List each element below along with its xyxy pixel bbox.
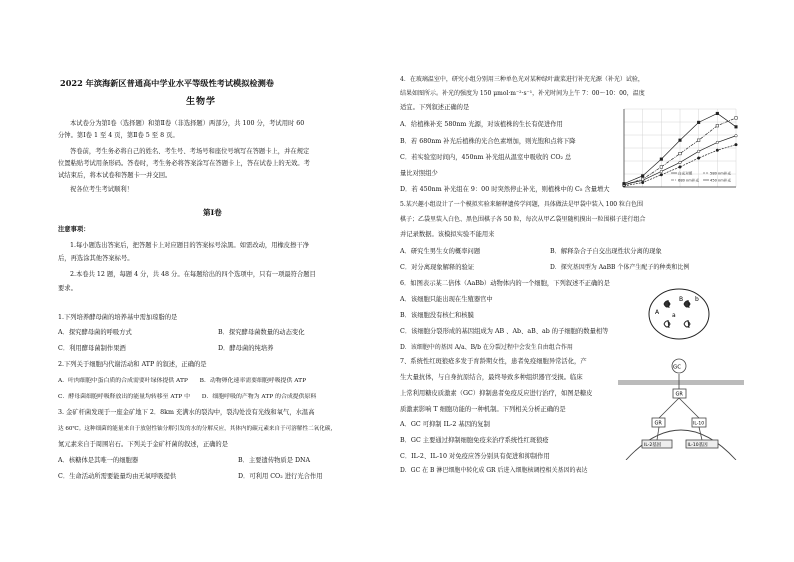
gr-label: GR	[675, 391, 683, 398]
gc-label: GC	[673, 364, 682, 371]
data-point	[641, 175, 644, 178]
chromosome-icon	[664, 300, 670, 308]
gene-label: a	[672, 312, 676, 319]
section-title: 第Ⅰ卷	[203, 208, 222, 217]
il10-gene-label: IL-10基因	[687, 443, 708, 448]
il10-label: IL-10	[693, 421, 705, 427]
legend-label: 450 nm补光	[710, 178, 732, 183]
data-point	[660, 170, 663, 173]
data-point	[697, 150, 700, 153]
data-point	[679, 161, 682, 164]
data-point	[623, 182, 626, 185]
option: A．叶肉细胞中蛋白质的合成需要叶绿体提供 ATP B．动物卵化速率需要细胞呼吸提供 ATP	[58, 378, 307, 384]
data-point	[679, 166, 682, 169]
question-stem: 1.下列培养酵母菌的培养基中需加琼脂的是	[58, 314, 178, 321]
option: D．酵母菌的纯培养	[218, 345, 274, 352]
question-stem: 结果如图所示。补光的强度为 150 μmol·m⁻²·s⁻¹，补光时间为上午 7：00～10：00，温度	[400, 90, 645, 97]
notice-line: 后，再选涂其他答案标号。	[58, 255, 134, 262]
legend-label: 白光对照	[678, 171, 693, 176]
option: B．探究酵母菌数量的动态变化	[218, 329, 305, 336]
data-point	[641, 178, 644, 181]
question-stem: 上常利用糖皮质激素（GC）抑制患者免疫反应进行治疗，如图是糖皮	[400, 390, 593, 397]
option: D．若 450nm 补光组在 9：00 时突然停止补光，则植株中的 C₅ 含量增大	[400, 186, 610, 193]
option: C．利用酵母菌制作果酒	[58, 345, 126, 352]
chromosome-icon	[664, 320, 670, 328]
option: C．酵母菌细胞呼吸释放出的能量均转移至 ATP 中 D．细胞呼吸的产物为 ATP 的合成提供原料	[58, 394, 317, 400]
intro-line: 本试卷分为第Ⅰ卷（选择题）和第Ⅱ卷（非选择题）两部分，共 100 分，考试用时 60	[70, 120, 305, 127]
intro-line: 祝各位考生考试顺利！	[70, 186, 133, 193]
legend-label: 580 nm补光	[710, 171, 732, 176]
data-point	[679, 152, 682, 155]
notice-line: 2.本卷共 12 题，每题 4 分，共 48 分。在每题给出的四个选项中，只有一项最符合题目	[70, 271, 316, 278]
data-point	[735, 143, 738, 146]
question-stem: 氮元素来自于周围岩石。下列关于金矿杆菌的叙述，正确的是	[58, 441, 229, 448]
option: A．给植株补充 580nm 光源，对该植株的生长有促进作用	[400, 121, 563, 128]
option: B．该细胞没有核仁和核膜	[400, 312, 474, 319]
arrow	[659, 398, 679, 418]
cell-membrane	[618, 380, 744, 385]
glucocorticoid-mechanism-diagram	[618, 356, 744, 460]
data-point	[716, 149, 719, 152]
question-stem: 生大量抗体，与自身抗原结合，最终导致多种组织器官受损。临床	[400, 374, 583, 381]
intro-line: 试结束后，将本试卷和答题卡一并交回。	[58, 172, 172, 179]
arrow	[679, 398, 699, 418]
data-point	[697, 121, 700, 124]
gr-label: GR	[654, 420, 662, 427]
question-stem: 适宜。下列叙述正确的是	[400, 104, 470, 111]
question-stem: 2.下列关于细胞内代谢活动和 ATP 的叙述，正确的是	[58, 361, 207, 368]
data-point	[697, 139, 700, 142]
chromosome-icon	[684, 300, 690, 308]
data-point	[735, 134, 738, 137]
arrow	[657, 427, 659, 440]
data-point	[716, 124, 719, 127]
question-stem: 5.某兴趣小组设计了一个模拟实验来解释遗传学问题，具体做法是甲袋中装入 100 粒白色围	[400, 201, 643, 208]
option: A．研究生男生女的概率问题	[400, 248, 481, 255]
question-stem: 3. 金矿杆菌发现于一座金矿地下 2．8km 充满水的裂沟中，裂沟处没有光线和氧气，水温高	[58, 409, 315, 416]
cell-division-diagram	[646, 286, 712, 342]
option: C．IL-2、IL-10 对免疫应答分别具有促进和抑制作用	[400, 453, 550, 460]
option: A．GC 可抑制 IL-2 基因的复制	[400, 421, 490, 428]
data-point	[660, 158, 663, 161]
data-point	[660, 173, 663, 176]
option: A．该细胞只能出现在生殖器官中	[400, 296, 493, 303]
option: B．若 680nm 补光后植株的光合色素增加，则光饱和点将下降	[400, 138, 576, 145]
data-point	[660, 166, 663, 169]
question-stem: 并记录数据。该模拟实验不能用来	[400, 231, 495, 238]
option: B．解释杂合子自交出现性状分离的现象	[550, 248, 662, 255]
question-stem: 质激素影响 T 细胞功能的一种机制。下列相关分析正确的是	[400, 406, 566, 413]
question-stem: 4．在玻璃温室中，研究小组分别用三种单色光对某种绿叶蔬菜进行补充光源（补光）试验，	[400, 76, 644, 83]
data-point	[679, 139, 682, 142]
option: A．探究酵母菌的呼吸方式	[58, 329, 132, 336]
question-stem: 7、系统性红斑狼疮多发于育龄期女性，患者免疫细胞异常活化，产	[400, 358, 587, 365]
data-point	[697, 157, 700, 160]
intro-line: 答卷前，考生务必将自己的姓名、考生号、考场号和座位号填写在答题卡上，并在规定	[70, 148, 310, 155]
option: C．对分离现象解释的验证	[400, 264, 475, 271]
notice-line: 要求。	[58, 285, 77, 292]
gene-label: b	[695, 296, 699, 303]
option: D．探究基因型为 AaBB 个体产生配子的种类和比例	[550, 264, 690, 271]
data-point	[735, 117, 738, 120]
option: C．生命活动所需要能量均由无氧呼吸提供	[58, 473, 177, 480]
option: B．GC 主要通过抑制细胞免疫来治疗系统性红斑狼疮	[400, 437, 549, 444]
option: 量比对照组少	[400, 170, 438, 177]
intro-line: 分钟。第Ⅰ卷 1 至 4 页，第Ⅱ卷 5 至 8 页。	[58, 132, 179, 139]
data-point	[716, 141, 719, 144]
data-point	[735, 126, 738, 129]
legend-label: 680 nm补光	[678, 178, 700, 183]
question-stem: 达 60℃。这种细菌的能量来自于放射性铀分解引发的水的分解反应，其体内的碳元素来自于可溶解性二氧化碳，	[58, 426, 337, 432]
data-point	[641, 181, 644, 184]
option: D．GC 在 B 淋巴细胞中转化成 GR 后进入细胞核调控相关基因的表达	[400, 467, 588, 474]
photosynthesis-line-chart	[616, 105, 740, 193]
notice-title: 注意事项：	[58, 226, 90, 233]
chromosome-icon	[684, 320, 690, 328]
exam-title: 2022 年滨海新区普通高中学业水平等级性考试模拟检测卷	[60, 78, 274, 88]
il2-gene-label: IL-2基因	[644, 443, 662, 448]
option: A．核糖体是其唯一的细胞器	[58, 457, 139, 464]
subject-title: 生物学	[186, 97, 217, 107]
gene-label: A	[655, 309, 660, 316]
option: D．可利用 CO₂ 进行光合作用	[238, 473, 323, 480]
notice-line: 1.每小题选出答案后，把答题卡上对应题目的答案标号涂黑。如需改动，用橡皮擦干净	[70, 242, 309, 249]
gene-label: B	[679, 296, 684, 303]
question-stem: 6．如图表示某二倍体（AaBb）动物体内的一个细胞，下列叙述不正确的是	[400, 280, 610, 287]
option: D．该细胞中的基因 A/a、B/b 在分裂过程中会发生自由组合作用	[400, 344, 573, 351]
question-stem: 棋子；乙袋里装入白色、黑色围棋子各 50 粒，每次从甲乙袋里随机摸出一粒围棋子进行组合	[400, 216, 646, 223]
option: C．该细胞分裂形成的基因组成为 AB 、Ab、aB、ab 的子细胞的数量相等	[400, 328, 609, 335]
intro-line: 位置粘贴考试用条形码。答卷时，考生务必将答案涂写在答题卡上，答在试卷上的无效。考	[58, 160, 310, 167]
option: C．若实验室时间内，450nm 补光组从温室中吸收的 CO₂ 总	[400, 154, 572, 161]
option: B．主要遗传物质是 DNA	[238, 457, 311, 464]
data-point	[716, 112, 719, 115]
